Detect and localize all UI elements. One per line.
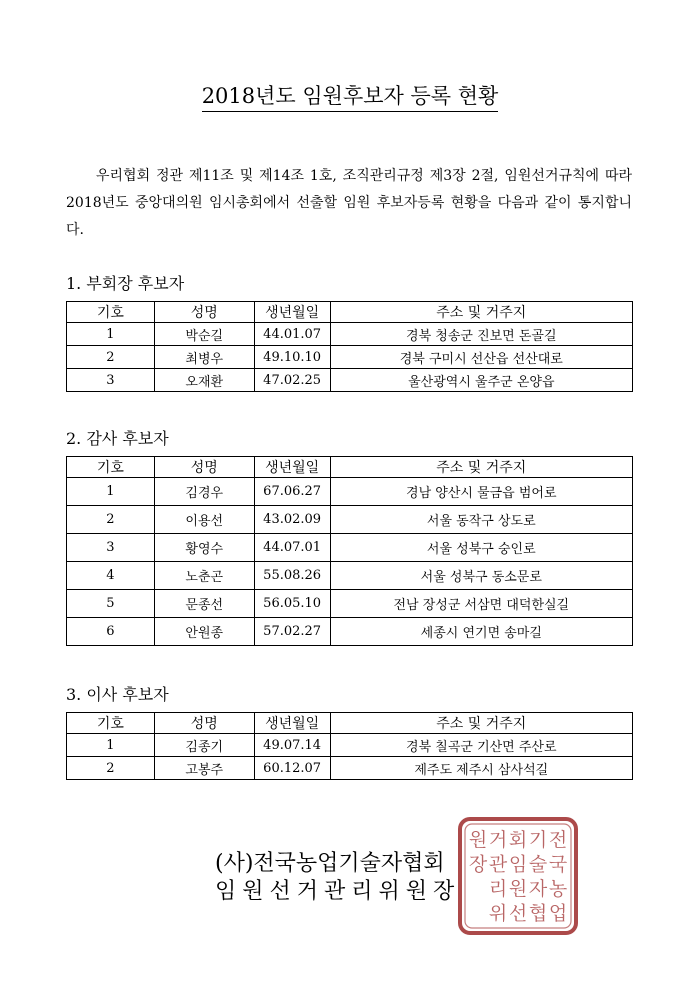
candidate-number: 2 [67, 506, 155, 534]
column-header-number: 기호 [67, 302, 155, 323]
section-heading-auditor: 2. 감사 후보자 [66, 429, 169, 448]
candidate-name: 김종기 [154, 734, 254, 757]
candidate-birthdate: 44.07.01 [254, 534, 330, 562]
organization-name: (사)전국농업기술자협회 [215, 851, 445, 876]
candidate-address: 경북 구미시 선산읍 선산대로 [330, 346, 632, 369]
candidate-name: 김경우 [154, 478, 254, 506]
candidate-birthdate: 43.02.09 [254, 506, 330, 534]
seal-glyph: 원 [468, 829, 488, 852]
column-header-number: 기호 [67, 713, 155, 734]
candidate-birthdate: 44.01.07 [254, 323, 330, 346]
column-header-number: 기호 [67, 457, 155, 478]
signature-block [215, 850, 495, 906]
candidate-name: 황영수 [154, 534, 254, 562]
candidate-address: 제주도 제주시 삼사석길 [330, 757, 632, 780]
candidate-number: 1 [67, 478, 155, 506]
table-row [67, 534, 633, 562]
seal-glyph: 거 [488, 829, 508, 852]
document-title-text: 2018년도 임원후보자 등록 현황 [202, 84, 499, 112]
candidate-name: 최병우 [154, 346, 254, 369]
column-header-birthdate: 생년월일 [254, 713, 330, 734]
candidate-name: 이용선 [154, 506, 254, 534]
document-title [0, 80, 700, 110]
vice-president-candidates-table [66, 301, 633, 392]
seal-glyph: 리 [488, 878, 508, 901]
table-row [67, 757, 633, 780]
candidate-address: 울산광역시 울주군 온양읍 [330, 369, 632, 392]
seal-glyph: 협 [528, 902, 548, 925]
candidate-address: 전남 장성군 서삼면 대덕한실길 [330, 590, 632, 618]
table-row [67, 323, 633, 346]
candidate-birthdate: 55.08.26 [254, 562, 330, 590]
table-row [67, 734, 633, 757]
column-header-address: 주소 및 거주지 [330, 302, 632, 323]
column-header-address: 주소 및 거주지 [330, 713, 632, 734]
candidate-birthdate: 60.12.07 [254, 757, 330, 780]
column-header-birthdate: 생년월일 [254, 302, 330, 323]
candidate-number: 2 [67, 346, 155, 369]
seal-glyph: 자 [528, 878, 548, 901]
table-header-row [67, 302, 633, 323]
director-candidates-table [66, 712, 633, 780]
table-header-row [67, 457, 633, 478]
seal-glyph: 위 [488, 902, 508, 925]
candidate-birthdate: 47.02.25 [254, 369, 330, 392]
seal-glyph: 농 [548, 878, 568, 901]
candidate-number: 3 [67, 369, 155, 392]
seal-glyph: 관 [488, 853, 508, 876]
table-row [67, 618, 633, 646]
table-header-row [67, 713, 633, 734]
intro-paragraph: 우리협회 정관 제11조 및 제14조 1호, 조직관리규정 제3장 2절, 임원선거규칙에 따라 2018년도 중앙대의원 임시총회에서 선출할 임원 후보자등록 현황을 다음과 같이 통지합니다. [66, 168, 632, 238]
candidate-birthdate: 56.05.10 [254, 590, 330, 618]
seal-glyph: 기 [528, 829, 548, 852]
candidate-name: 박순길 [154, 323, 254, 346]
section-heading-vice-president: 1. 부회장 후보자 [66, 274, 185, 293]
table-row [67, 590, 633, 618]
table-row [67, 506, 633, 534]
committee-chair-title: 임원선거관리위원장 [215, 879, 461, 904]
candidate-name: 문종선 [154, 590, 254, 618]
candidate-number: 2 [67, 757, 155, 780]
table-row [67, 562, 633, 590]
candidate-birthdate: 49.10.10 [254, 346, 330, 369]
seal-glyph: 장 [468, 853, 488, 876]
candidate-address: 서울 성북구 동소문로 [330, 562, 632, 590]
candidate-number: 6 [67, 618, 155, 646]
candidate-number: 1 [67, 323, 155, 346]
seal-glyph: 술 [528, 853, 548, 876]
candidate-address: 세종시 연기면 송마길 [330, 618, 632, 646]
candidate-address: 경북 칠곡군 기산면 주산로 [330, 734, 632, 757]
candidate-address: 경남 양산시 물금읍 범어로 [330, 478, 632, 506]
column-header-address: 주소 및 거주지 [330, 457, 632, 478]
candidate-number: 4 [67, 562, 155, 590]
column-header-name: 성명 [154, 713, 254, 734]
table-row [67, 369, 633, 392]
candidate-birthdate: 49.07.14 [254, 734, 330, 757]
candidate-birthdate: 57.02.27 [254, 618, 330, 646]
candidate-name: 노춘곤 [154, 562, 254, 590]
seal-glyph: 원 [508, 878, 528, 901]
candidate-name: 안원종 [154, 618, 254, 646]
candidate-name: 오재환 [154, 369, 254, 392]
candidate-address: 경북 청송군 진보면 돈골길 [330, 323, 632, 346]
candidate-address: 서울 성북구 숭인로 [330, 534, 632, 562]
seal-glyph: 임 [508, 853, 528, 876]
seal-glyph: 선 [508, 902, 528, 925]
table-row [67, 346, 633, 369]
candidate-name: 고봉주 [154, 757, 254, 780]
column-header-name: 성명 [154, 302, 254, 323]
table-row [67, 478, 633, 506]
section-heading-director: 3. 이사 후보자 [66, 685, 169, 704]
seal-glyph: 국 [548, 853, 568, 876]
candidate-address: 서울 동작구 상도로 [330, 506, 632, 534]
seal-glyph: 업 [548, 902, 568, 925]
seal-glyph: 회 [508, 829, 528, 852]
auditor-candidates-table [66, 456, 633, 646]
candidate-number: 5 [67, 590, 155, 618]
seal-glyph: 전 [548, 829, 568, 852]
candidate-birthdate: 67.06.27 [254, 478, 330, 506]
column-header-birthdate: 생년월일 [254, 457, 330, 478]
candidate-number: 3 [67, 534, 155, 562]
column-header-name: 성명 [154, 457, 254, 478]
candidate-number: 1 [67, 734, 155, 757]
